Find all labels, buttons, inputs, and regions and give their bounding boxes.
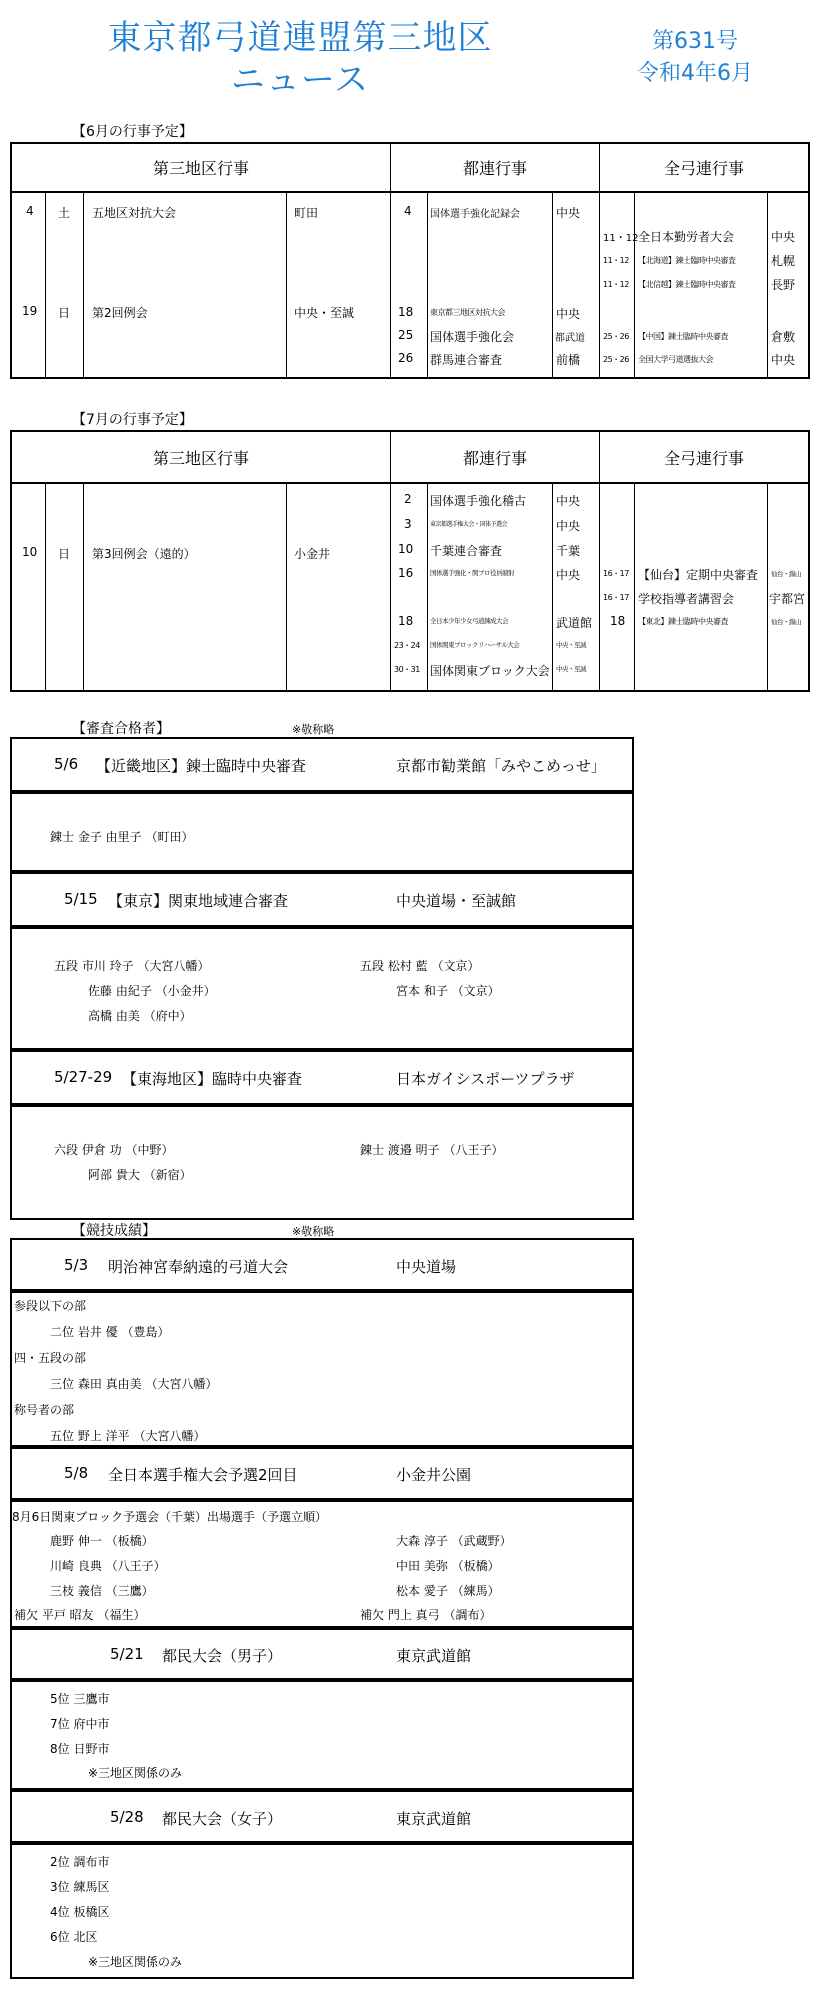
june-z1-place: 札幌	[771, 254, 796, 268]
list-item: 6位 北区	[50, 1930, 98, 1944]
june-d1-place: 中央・至誠	[294, 306, 355, 320]
june-t2-place: 都武道	[555, 333, 585, 344]
july-t3-place: 中央	[556, 568, 581, 582]
list-item: 錬士 渡邉 明子 （八王子）	[360, 1143, 504, 1157]
result-3-header	[10, 1628, 634, 1680]
june-t0-day: 4	[404, 204, 412, 218]
june-z2-place: 長野	[771, 278, 796, 292]
result-1-body	[10, 1291, 634, 1447]
july-t4-event: 全日本少年少女弓道錬成大会	[430, 617, 508, 625]
july-t1-event: 東京都選手権大会・国体予選会	[430, 521, 508, 528]
list-item: 三枝 義信 （三鷹）	[50, 1584, 154, 1598]
list-item: 大森 淳子 （武蔵野）	[396, 1534, 512, 1548]
exam-3-name: 【東海地区】臨時中央審査	[122, 1070, 303, 1088]
result-2-header	[10, 1447, 634, 1500]
july-t4-day: 18	[398, 614, 414, 628]
june-z2-event: 【北信越】錬士臨時中央審査	[638, 280, 736, 289]
exam-1-header	[10, 737, 634, 792]
result-4-name: 都民大会（女子）	[162, 1810, 283, 1828]
july-header-zenkyu: 全弓連行事	[663, 448, 744, 468]
exam-3-header	[10, 1050, 634, 1105]
list-item: 川崎 良典 （八王子）	[50, 1559, 166, 1573]
result-1-date: 5/3	[64, 1256, 89, 1274]
list-item: 中田 美弥 （板橋）	[396, 1559, 500, 1573]
july-t2-day: 10	[398, 542, 414, 556]
list-item: 称号者の部	[14, 1403, 75, 1417]
list-item: 四・五段の部	[14, 1351, 87, 1365]
exam-2-header	[10, 872, 634, 927]
list-item: 参段以下の部	[14, 1299, 87, 1313]
exam-1-date: 5/6	[54, 755, 79, 773]
list-item: 8位 日野市	[50, 1742, 110, 1756]
list-item: 7位 府中市	[50, 1717, 110, 1731]
june-schedule-table	[10, 142, 810, 379]
list-item: 五段 市川 玲子 （大宮八幡）	[54, 959, 210, 973]
july-header-toren: 都連行事	[462, 448, 527, 468]
result-3-name: 都民大会（男子）	[162, 1647, 283, 1665]
list-item: 松本 愛子 （練馬）	[396, 1584, 500, 1598]
june-t0-place: 中央	[556, 206, 581, 220]
passers-note: ※敬称略	[292, 723, 335, 736]
july-z0-day: 16・17	[603, 569, 629, 578]
july-t0-place: 中央	[556, 494, 581, 508]
july-t1-place: 中央	[556, 519, 581, 533]
june-z3-place: 倉敷	[771, 330, 796, 344]
june-z4-day: 25・26	[603, 355, 629, 364]
june-z0-event: 全日本勤労者大会	[638, 230, 735, 244]
exam-2-body	[10, 927, 634, 1050]
list-item: 高橋 由美 （府中）	[88, 1009, 192, 1023]
list-item: 六段 伊倉 功 （中野）	[54, 1143, 174, 1157]
list-item: 補欠 門上 真弓 （調布）	[360, 1608, 492, 1622]
july-t3-event: 国体選手強化・関ブロ役員競射	[430, 569, 514, 577]
july-schedule-title: 【7月の行事予定】	[72, 412, 193, 428]
list-item: 三位 森田 真由美 （大宮八幡）	[50, 1377, 218, 1391]
july-z1-place: 宇都宮	[769, 592, 806, 606]
list-item: 五位 野上 洋平 （大宮八幡）	[50, 1429, 206, 1443]
july-d0-dow: 日	[58, 547, 71, 561]
july-t4-place: 武道館	[556, 616, 593, 630]
july-t6-place: 中央・至誠	[556, 665, 586, 673]
july-t2-place: 千葉	[556, 544, 581, 558]
july-schedule-table	[10, 430, 810, 692]
result-1-header	[10, 1238, 634, 1291]
result-2-name: 全日本選手権大会予選2回目	[108, 1466, 298, 1484]
june-z4-event: 全国大学弓道選抜大会	[638, 355, 713, 364]
june-schedule-title: 【6月の行事予定】	[72, 124, 193, 140]
newsletter-title-line2: ニュース	[230, 60, 370, 100]
exam-1-venue: 京都市勧業館「みやこめっせ」	[396, 757, 606, 775]
newsletter-title-line1: 東京都弓道連盟第三地区	[107, 18, 493, 58]
july-t5-place: 中央・至誠	[556, 641, 586, 649]
result-2-body	[10, 1500, 634, 1628]
list-item: ※三地区関係のみ	[88, 1955, 183, 1969]
exam-3-venue: 日本ガイシスポーツプラザ	[396, 1070, 575, 1088]
june-d1-dow: 日	[58, 306, 71, 320]
list-item: 佐藤 由紀子 （小金井）	[88, 984, 216, 998]
list-item: 2位 調布市	[50, 1855, 110, 1869]
july-z1-day: 16・17	[603, 593, 629, 602]
june-t3-event: 群馬連合審査	[430, 353, 503, 367]
june-t1-place: 中央	[556, 307, 581, 321]
july-d0-event: 第3回例会（遠的）	[92, 547, 196, 561]
result-3-body	[10, 1680, 634, 1790]
issue-number: 第631号	[652, 29, 738, 54]
result-4-date: 5/28	[110, 1808, 144, 1826]
table-row: 10	[22, 545, 38, 559]
results-note: ※敬称略	[292, 1225, 335, 1238]
exam-2-venue: 中央道場・至誠館	[396, 892, 517, 910]
result-1-venue: 中央道場	[396, 1258, 457, 1276]
july-z2-event: 【東北】錬士臨時中央審査	[638, 617, 728, 626]
july-z0-event: 【仙台】定期中央審査	[638, 568, 759, 582]
result-4-header	[10, 1790, 634, 1843]
july-t0-event: 国体選手強化稽古	[430, 494, 527, 508]
june-t3-day: 26	[398, 351, 414, 365]
result-2-date: 5/8	[64, 1464, 89, 1482]
july-t3-day: 16	[398, 566, 414, 580]
exam-3-body	[10, 1105, 634, 1220]
june-d0-dow: 土	[58, 206, 71, 220]
july-t6-event: 国体関東ブロック大会	[430, 664, 550, 678]
july-header-district: 第三地区行事	[152, 448, 249, 468]
june-header-zenkyu: 全弓連行事	[663, 159, 744, 178]
june-z3-day: 25・26	[603, 332, 629, 341]
exam-2-date: 5/15	[64, 890, 98, 908]
june-d1-event: 第2回例会	[92, 306, 148, 320]
list-item: 8月6日関東ブロック予選会（千葉）出場選手（予選立順）	[12, 1510, 328, 1524]
june-z2-day: 11・12	[603, 280, 629, 289]
list-item: 阿部 貴大 （新宿）	[88, 1168, 192, 1182]
july-d0-place: 小金井	[294, 547, 331, 561]
june-t2-event: 国体選手強化会	[430, 330, 515, 344]
june-d0-event: 五地区対抗大会	[92, 206, 177, 220]
june-z1-event: 【北海道】錬士臨時中央審査	[638, 256, 736, 265]
exam-2-name: 【東京】関東地域連合審査	[108, 892, 289, 910]
june-d0-place: 町田	[294, 206, 319, 220]
july-t0-day: 2	[404, 492, 412, 506]
june-z0-day: 11・12	[603, 233, 639, 244]
result-2-venue: 小金井公園	[396, 1466, 472, 1484]
list-item: 錬士 金子 由里子 （町田）	[50, 830, 194, 844]
exam-1-name: 【近畿地区】錬士臨時中央審査	[96, 757, 307, 775]
july-t1-day: 3	[404, 517, 412, 531]
july-t2-event: 千葉連合審査	[430, 544, 503, 558]
exam-1-body	[10, 792, 634, 872]
result-3-date: 5/21	[110, 1645, 144, 1663]
june-z3-event: 【中国】錬士臨時中央審査	[638, 332, 728, 341]
passers-title: 【審査合格者】	[72, 721, 170, 737]
exam-3-date: 5/27-29	[54, 1068, 113, 1086]
result-4-body	[10, 1843, 634, 1979]
list-item: 五段 松村 藍 （文京）	[360, 959, 480, 973]
july-z2-day: 18	[610, 614, 626, 628]
july-z0-place: 仙台・錦山	[771, 570, 801, 578]
june-t2-day: 25	[398, 328, 414, 342]
june-t0-event: 国体選手強化記録会	[430, 209, 520, 220]
list-item: 5位 三鷹市	[50, 1692, 110, 1706]
result-3-venue: 東京武道館	[396, 1647, 472, 1665]
list-item: 3位 練馬区	[50, 1880, 110, 1894]
june-z1-day: 11・12	[603, 256, 629, 265]
list-item: 補欠 平戸 昭友 （福生）	[14, 1608, 146, 1622]
table-row: 19	[22, 304, 38, 318]
results-title: 【競技成績】	[72, 1223, 156, 1239]
june-z4-place: 中央	[771, 353, 796, 367]
june-header-district: 第三地区行事	[152, 159, 249, 178]
list-item: 二位 岩井 優 （豊島）	[50, 1325, 170, 1339]
july-t6-day: 30・31	[394, 665, 420, 674]
list-item: ※三地区関係のみ	[88, 1766, 183, 1780]
june-header-toren: 都連行事	[462, 159, 527, 178]
june-z0-place: 中央	[771, 230, 796, 244]
july-t5-event: 国体関東ブロックリハーサル大会	[430, 641, 520, 649]
list-item: 4位 板橋区	[50, 1905, 110, 1919]
list-item: 鹿野 伸一 （板橋）	[50, 1534, 154, 1548]
result-4-venue: 東京武道館	[396, 1810, 472, 1828]
june-t1-day: 18	[398, 305, 414, 319]
result-1-name: 明治神宮奉納遠的弓道大会	[108, 1258, 289, 1276]
july-t5-day: 23・24	[394, 641, 420, 650]
issue-date: 令和4年6月	[637, 61, 753, 86]
july-z1-event: 学校指導者講習会	[638, 592, 735, 606]
june-t3-place: 前橋	[556, 353, 581, 367]
july-z2-place: 仙台・錦山	[771, 618, 801, 626]
table-row: 4	[26, 204, 34, 218]
list-item: 宮本 和子 （文京）	[396, 984, 500, 998]
june-t1-event: 東京都三地区対抗大会	[430, 308, 505, 317]
